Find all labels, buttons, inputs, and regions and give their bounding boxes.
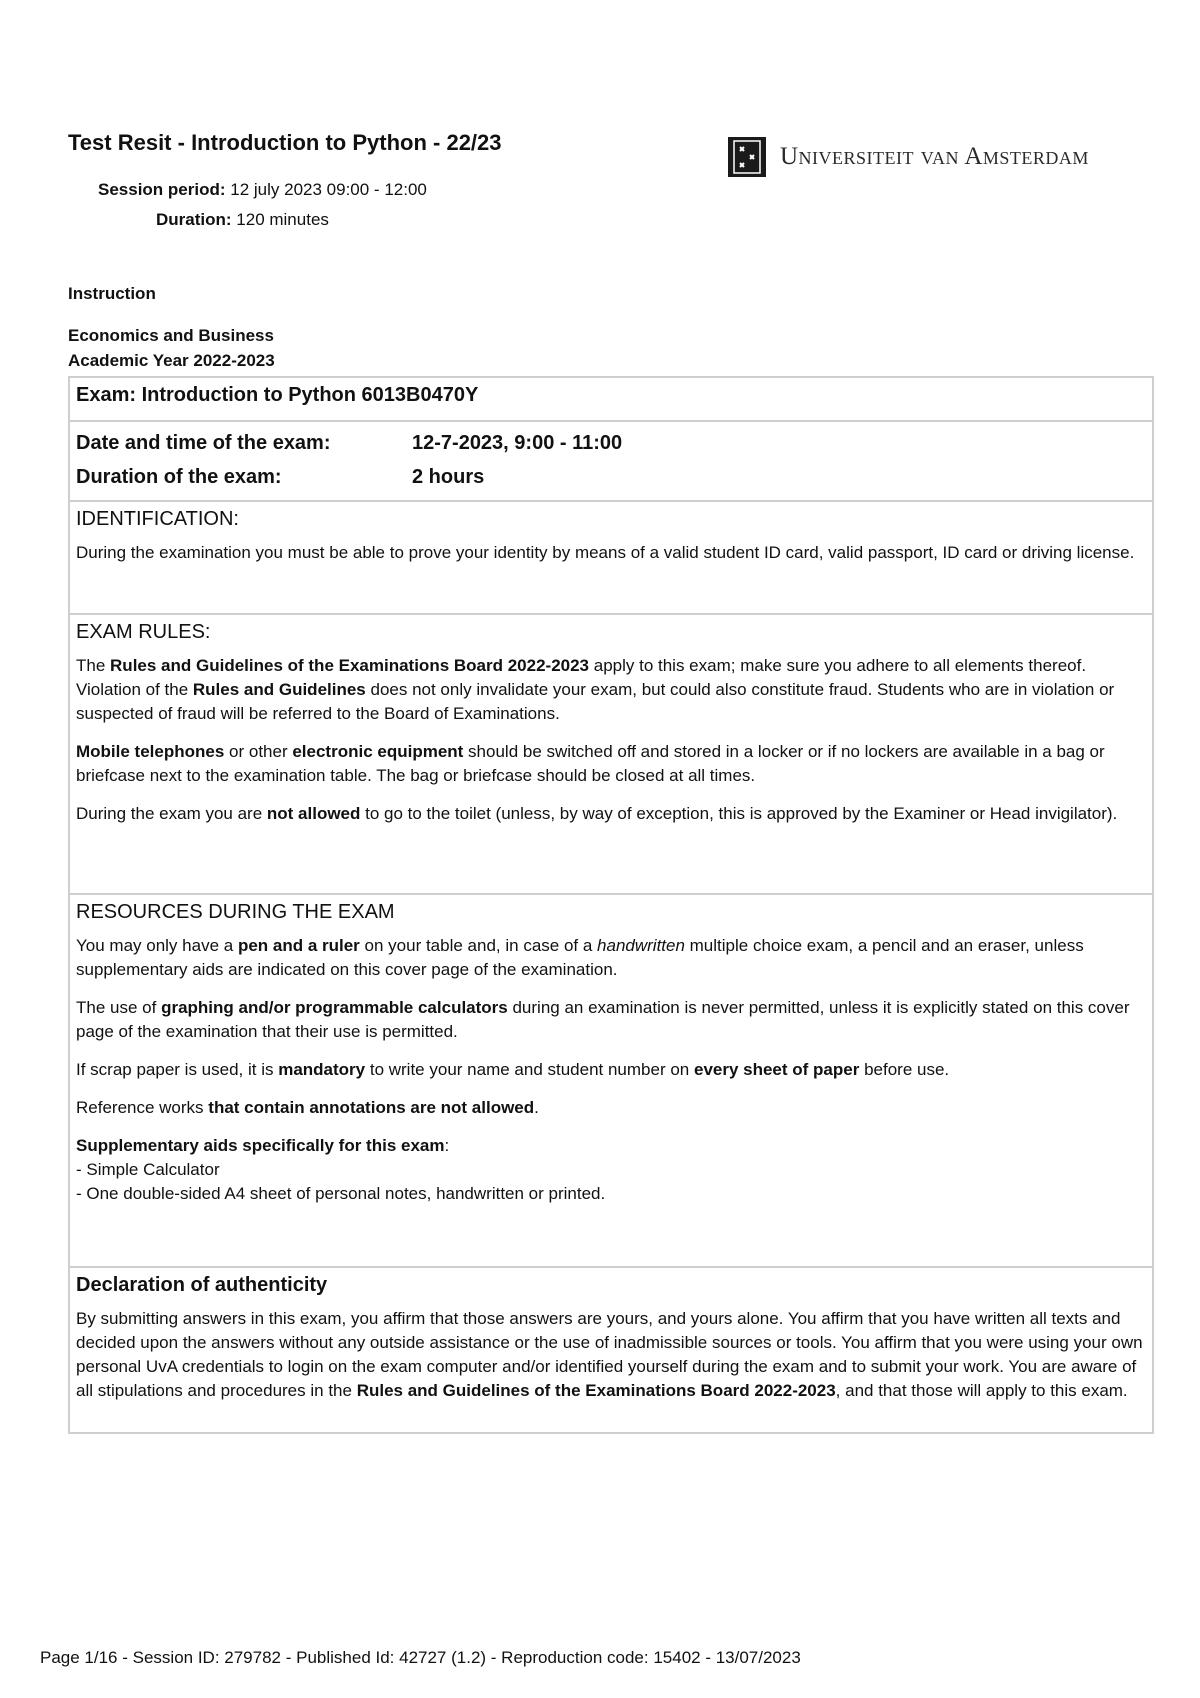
exam-rules-cell bbox=[68, 615, 1154, 895]
supplementary-aids: Supplementary aids specifically for this exam: - Simple Calculator - One double-sided A4 sheet of personal notes, handwritten or printed. bbox=[76, 1136, 606, 1203]
declaration-cell bbox=[68, 1268, 1154, 1434]
aid-item: - One double-sided A4 sheet of personal notes, handwritten or printed. bbox=[76, 1184, 606, 1203]
identification-text: During the examination you must be able to prove your identity by means of a valid student ID card, valid passport, ID card or driving license. bbox=[76, 543, 1135, 562]
session-period bbox=[98, 180, 427, 200]
uva-shield-icon bbox=[728, 137, 766, 177]
exam-title: Exam: Introduction to Python 6013B0470Y bbox=[76, 384, 479, 406]
exam-cover-table bbox=[68, 376, 1154, 1434]
declaration-heading: Declaration of authenticity bbox=[76, 1274, 328, 1296]
exam-duration-label: Duration of the exam: bbox=[76, 466, 282, 488]
resources-paragraph-4: Reference works that contain annotations are not allowed. bbox=[76, 1098, 539, 1117]
instruction-heading: Instruction bbox=[68, 284, 156, 303]
resources-cell bbox=[68, 895, 1154, 1268]
exam-duration-value: 2 hours bbox=[412, 466, 485, 488]
uva-logo bbox=[728, 137, 1089, 177]
exam-rules-paragraph-3: During the exam you are not allowed to go to the toilet (unless, by way of exception, this is approved by the Examiner or Head invigilator). bbox=[76, 804, 1118, 823]
declaration-text: By submitting answers in this exam, you affirm that those answers are yours, and yours alone. You affirm that you have written all texts and decided upon the answers without any outside assistance or the use of inadmissible sources or tools. You affirm that you were using your own personal UvA credentials to login on the exam computer and/or identified yourself during the exam and to submit your work. You are aware of all stipulations and procedures in the Rules and Guidelines of the Examinations Board 2022-2023, and that those will apply to this exam. bbox=[76, 1309, 1143, 1400]
duration-value: 120 minutes bbox=[236, 210, 329, 229]
exam-title-cell bbox=[68, 376, 1154, 422]
uva-logo-text: Universiteit van Amsterdam bbox=[780, 143, 1089, 170]
faculty: Economics and Business bbox=[68, 326, 274, 345]
session-period-value: 12 july 2023 09:00 - 12:00 bbox=[230, 180, 427, 199]
resources-paragraph-2: The use of graphing and/or programmable calculators during an examination is never permitted, unless it is explicitly stated on this cover page of the examination that their use is permitted. bbox=[76, 998, 1130, 1041]
exam-date-row bbox=[76, 426, 1144, 460]
page-title: Test Resit - Introduction to Python - 22/23 bbox=[68, 130, 502, 155]
exam-rules-paragraph-2: Mobile telephones or other electronic equipment should be switched off and stored in a locker or if no lockers are available in a bag or briefcase next to the examination table. The bag or briefcase should be closed at all times. bbox=[76, 742, 1105, 785]
identification-cell bbox=[68, 502, 1154, 615]
exam-date-label: Date and time of the exam: bbox=[76, 432, 331, 454]
exam-rules-heading: EXAM RULES: bbox=[76, 621, 211, 643]
exam-details-cell bbox=[68, 422, 1154, 502]
supplementary-aids-heading: Supplementary aids specifically for this exam bbox=[76, 1136, 445, 1155]
resources-heading: RESOURCES DURING THE EXAM bbox=[76, 901, 395, 923]
session-period-label: Session period: bbox=[98, 180, 226, 199]
duration bbox=[156, 210, 329, 230]
aid-item: - Simple Calculator bbox=[76, 1160, 220, 1179]
exam-date-value: 12-7-2023, 9:00 - 11:00 bbox=[412, 432, 623, 454]
page-footer: Page 1/16 - Session ID: 279782 - Published Id: 42727 (1.2) - Reproduction code: 15402 - 13/07/2023 bbox=[40, 1648, 801, 1667]
exam-duration-row bbox=[76, 460, 1144, 494]
resources-paragraph-3: If scrap paper is used, it is mandatory to write your name and student number on every sheet of paper before use. bbox=[76, 1060, 950, 1079]
academic-year: Academic Year 2022-2023 bbox=[68, 351, 275, 370]
identification-heading: IDENTIFICATION: bbox=[76, 508, 239, 530]
duration-label: Duration: bbox=[156, 210, 232, 229]
exam-rules-paragraph-1: The Rules and Guidelines of the Examinations Board 2022-2023 apply to this exam; make sure you adhere to all elements thereof. Violation of the Rules and Guidelines does not only invalidate your exam, but could also constitute fraud. Students who are in violation or suspected of fraud will be referred to the Board of Examinations. bbox=[76, 656, 1115, 723]
resources-paragraph-1: You may only have a pen and a ruler on your table and, in case of a handwritten multiple choice exam, a pencil and an eraser, unless supplementary aids are indicated on this cover page of the examination. bbox=[76, 936, 1084, 979]
